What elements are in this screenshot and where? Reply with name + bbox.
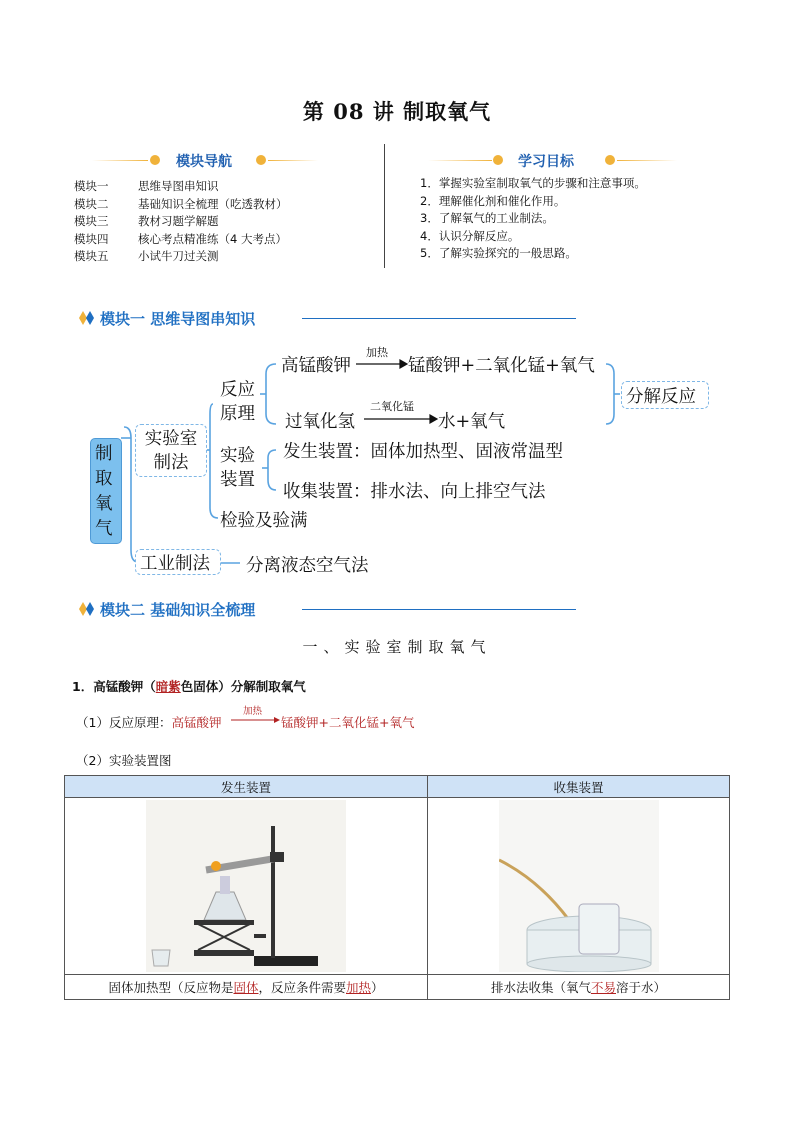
goals-heading-line-right [617, 160, 677, 161]
item-1-1: （1）反应原理：高锰酸钾 [76, 715, 222, 730]
mindmap-root: 制取氧气 [95, 444, 113, 539]
module-item[interactable]: 模块五 小试牛刀过关测 [74, 249, 219, 264]
goal-item: 3．了解氧气的工业制法。 [420, 211, 554, 226]
section-1-heading: 模块一 思维导图串知识 [100, 310, 256, 328]
goals-heading: 学习目标 [518, 154, 574, 170]
table-header-generation: 发生装置 [65, 776, 428, 798]
section-2-heading: 模块二 基础知识全梳理 [100, 601, 256, 619]
mindmap-eq2-cond: 二氧化锰 [370, 400, 414, 413]
collection-apparatus-image [428, 798, 730, 975]
module-item[interactable]: 模块三 教材习题学解题 [74, 214, 219, 229]
mindmap-eq1-left: 高锰酸钾 [281, 356, 351, 376]
goal-item: 2．理解催化剂和催化作用。 [420, 193, 566, 208]
section-1-rule [302, 318, 576, 319]
generation-apparatus-image [65, 798, 428, 975]
nav-heading-dot-left [150, 155, 160, 165]
collection-caption: 排水法收集（氧气不易溶于水） [428, 975, 730, 1000]
mindmap-generation: 发生装置：固体加热型、固液常温型 [283, 442, 563, 462]
diamond-icon [78, 601, 96, 617]
goal-item: 1．掌握实验室制取氧气的步骤和注意事项。 [420, 176, 646, 190]
item-1-2: （2）实验装置图 [76, 753, 172, 768]
item-1: 1．高锰酸钾（暗紫色固体）分解制取氧气 [72, 679, 306, 694]
item-1-1-arrow [231, 716, 281, 724]
generation-caption: 固体加热型（反应物是固体，反应条件需要加热） [65, 975, 428, 1000]
goal-item: 4．认识分解反应。 [420, 228, 520, 243]
nav-heading-dot-right [256, 155, 266, 165]
mindmap-lab: 实验室制法 [144, 429, 198, 473]
subheading: 一、实验室制取氧气 [302, 638, 492, 656]
nav-heading-line-right [268, 160, 318, 161]
goals-heading-dot-right [605, 155, 615, 165]
item-1-1-products: 锰酸钾+二氧化锰+氧气 [281, 715, 415, 730]
mindmap-eq2-right: 水+氧气 [438, 412, 506, 432]
goals-heading-line-left [428, 160, 492, 161]
mindmap-check: 检验及验满 [220, 511, 308, 531]
mindmap-eq2-left: 过氧化氢 [285, 412, 355, 432]
mindmap-decomposition: 分解反应 [626, 387, 696, 407]
module-item[interactable]: 模块二 基础知识全梳理（吃透教材） [74, 196, 288, 211]
nav-heading-line-left [92, 160, 148, 161]
mindmap-eq1-right: 锰酸钾+二氧化锰+氧气 [408, 356, 595, 376]
apparatus-table [64, 775, 730, 1000]
nav-heading: 模块导航 [176, 154, 232, 170]
diamond-icon [78, 310, 96, 326]
mindmap-eq1-cond: 加热 [366, 346, 388, 359]
answer-blank: 暗紫 [155, 679, 181, 694]
page-title: 第 08 讲 制取氧气 [302, 99, 492, 124]
item-1-1-cond: 加热 [243, 706, 263, 717]
module-list [74, 178, 288, 266]
module-item[interactable]: 模块四 核心考点精准练（4 大考点） [74, 231, 287, 246]
table-header-collection: 收集装置 [428, 776, 730, 798]
module-item[interactable]: 模块一 思维导图串知识 [74, 179, 219, 193]
goal-item: 5．了解实验探究的一般思路。 [420, 246, 577, 261]
mindmap-apparatus: 实验装置 [220, 446, 255, 490]
section-2-rule [302, 609, 576, 610]
goals-list [420, 175, 646, 263]
mindmap-principle: 反应原理 [220, 380, 255, 424]
mindmap-industry: 工业制法 [140, 554, 210, 574]
column-divider [384, 144, 385, 268]
goals-heading-dot-left [493, 155, 503, 165]
mindmap-industry-method: 分离液态空气法 [246, 556, 369, 576]
mindmap-collection: 收集装置：排水法、向上排空气法 [283, 482, 546, 502]
